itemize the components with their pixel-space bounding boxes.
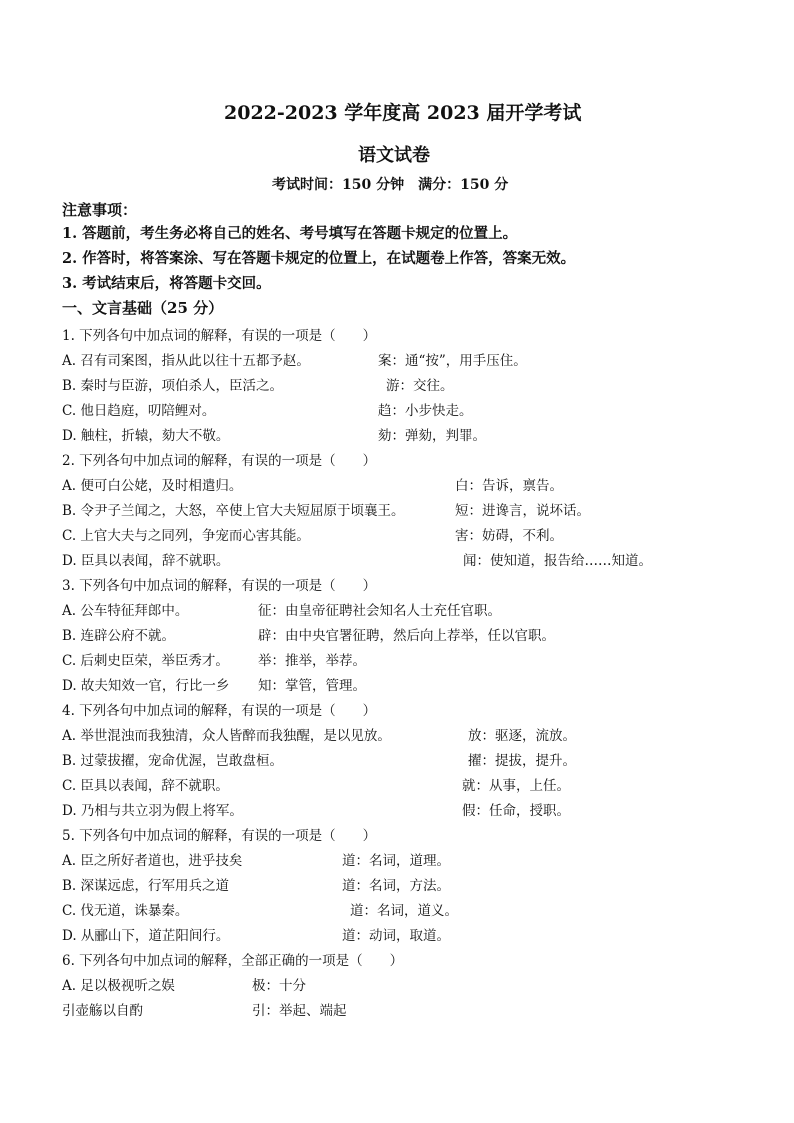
notice-heading: 注意事项： bbox=[62, 201, 138, 219]
option-text: B. 秦时与臣游，项伯杀人，臣活之。 bbox=[62, 378, 284, 394]
option-gloss: 闻：使知道，报告给……知道。 bbox=[463, 553, 652, 569]
option-gloss: 道：名词，道理。 bbox=[342, 853, 450, 869]
question-stem: 3. 下列各句中加点词的解释，有误的一项是（ ） bbox=[62, 578, 377, 594]
option-gloss: 道：名词，方法。 bbox=[342, 878, 450, 894]
option-text: A. 臣之所好者道也，进乎技矣 bbox=[62, 853, 243, 869]
option-gloss: 白：告诉，禀告。 bbox=[455, 478, 563, 494]
option-text: C. 后刺史臣荣，举臣秀才。 bbox=[62, 653, 229, 669]
option-text: B. 连辟公府不就。 bbox=[62, 628, 176, 644]
option-gloss: 道：名词，道义。 bbox=[350, 903, 458, 919]
option-gloss: 知：掌管，管理。 bbox=[258, 678, 366, 694]
exam-info: 考试时间：150 分钟 满分：150 分 bbox=[272, 177, 509, 193]
option-text: D. 从郦山下，道芷阳间行。 bbox=[62, 928, 230, 944]
option-text: 引壶觞以自酌 bbox=[62, 1003, 143, 1019]
option-text: A. 举世混浊而我独清，众人皆醉而我独醒，是以见放。 bbox=[62, 728, 391, 744]
question-stem: 2. 下列各句中加点词的解释，有误的一项是（ ） bbox=[62, 453, 377, 469]
option-gloss: 征：由皇帝征聘社会知名人士充任官职。 bbox=[258, 603, 501, 619]
option-text: D. 乃相与共立羽为假上将军。 bbox=[62, 803, 243, 819]
question-stem: 1. 下列各句中加点词的解释，有误的一项是（ ） bbox=[62, 328, 377, 344]
option-gloss: 举：推举，举荐。 bbox=[258, 653, 366, 669]
option-gloss: 引：举起、端起 bbox=[252, 1003, 347, 1019]
option-gloss: 害：妨碍，不利。 bbox=[455, 528, 563, 544]
question-stem: 5. 下列各句中加点词的解释，有误的一项是（ ） bbox=[62, 828, 377, 844]
option-text: D. 臣具以表闻，辞不就职。 bbox=[62, 553, 230, 569]
exam-title: 2022-2023 学年度高 2023 届开学考试 bbox=[224, 102, 582, 124]
option-gloss: 放：驱逐，流放。 bbox=[468, 728, 576, 744]
option-text: A. 便可白公姥，及时相遣归。 bbox=[62, 478, 243, 494]
question-stem: 4. 下列各句中加点词的解释，有误的一项是（ ） bbox=[62, 703, 377, 719]
option-gloss: 游：交往。 bbox=[386, 378, 454, 394]
notice-item: 3. 考试结束后，将答题卡交回。 bbox=[62, 275, 271, 292]
option-gloss: 辟：由中央官署征聘，然后向上荐举，任以官职。 bbox=[258, 628, 555, 644]
section-title: 一、文言基础（25 分） bbox=[62, 299, 224, 317]
option-gloss: 短：进谗言，说坏话。 bbox=[455, 503, 590, 519]
option-text: A. 召有司案图，指从此以往十五都予赵。 bbox=[62, 353, 310, 369]
option-text: D. 故夫知效一官，行比一乡 bbox=[62, 678, 230, 694]
question-stem: 6. 下列各句中加点词的解释，全部正确的一项是（ ） bbox=[62, 953, 404, 969]
option-gloss: 擢：提拔，提升。 bbox=[468, 753, 576, 769]
option-text: B. 深谋远虑，行军用兵之道 bbox=[62, 878, 230, 894]
option-text: A. 足以极视听之娱 bbox=[62, 978, 175, 994]
option-gloss: 案：通“按”，用手压住。 bbox=[378, 353, 527, 369]
notice-item: 1. 答题前，考生务必将自己的姓名、考号填写在答题卡规定的位置上。 bbox=[62, 225, 518, 242]
option-text: C. 伐无道，诛暴秦。 bbox=[62, 903, 189, 919]
option-text: C. 上官大夫与之同列，争宠而心害其能。 bbox=[62, 528, 310, 544]
option-gloss: 假：任命，授职。 bbox=[462, 803, 570, 819]
option-gloss: 劾：弹劾，判罪。 bbox=[378, 428, 486, 444]
option-text: B. 过蒙拔擢，宠命优渥，岂敢盘桓。 bbox=[62, 753, 284, 769]
option-text: C. 他日趋庭，叨陪鲤对。 bbox=[62, 403, 216, 419]
option-gloss: 趋：小步快走。 bbox=[378, 403, 473, 419]
exam-subject: 语文试卷 bbox=[358, 145, 430, 166]
option-text: D. 触柱，折辕，劾大不敬。 bbox=[62, 428, 230, 444]
option-gloss: 极：十分 bbox=[252, 978, 306, 994]
option-text: A. 公车特征拜郎中。 bbox=[62, 603, 189, 619]
option-gloss: 道：动词，取道。 bbox=[342, 928, 450, 944]
option-gloss: 就：从事，上任。 bbox=[462, 778, 570, 794]
option-text: C. 臣具以表闻，辞不就职。 bbox=[62, 778, 229, 794]
notice-item: 2. 作答时，将答案涂、写在答题卡规定的位置上，在试题卷上作答，答案无效。 bbox=[62, 250, 576, 267]
option-text: B. 令尹子兰闻之，大怒，卒使上官大夫短屈原于顷襄王。 bbox=[62, 503, 405, 519]
